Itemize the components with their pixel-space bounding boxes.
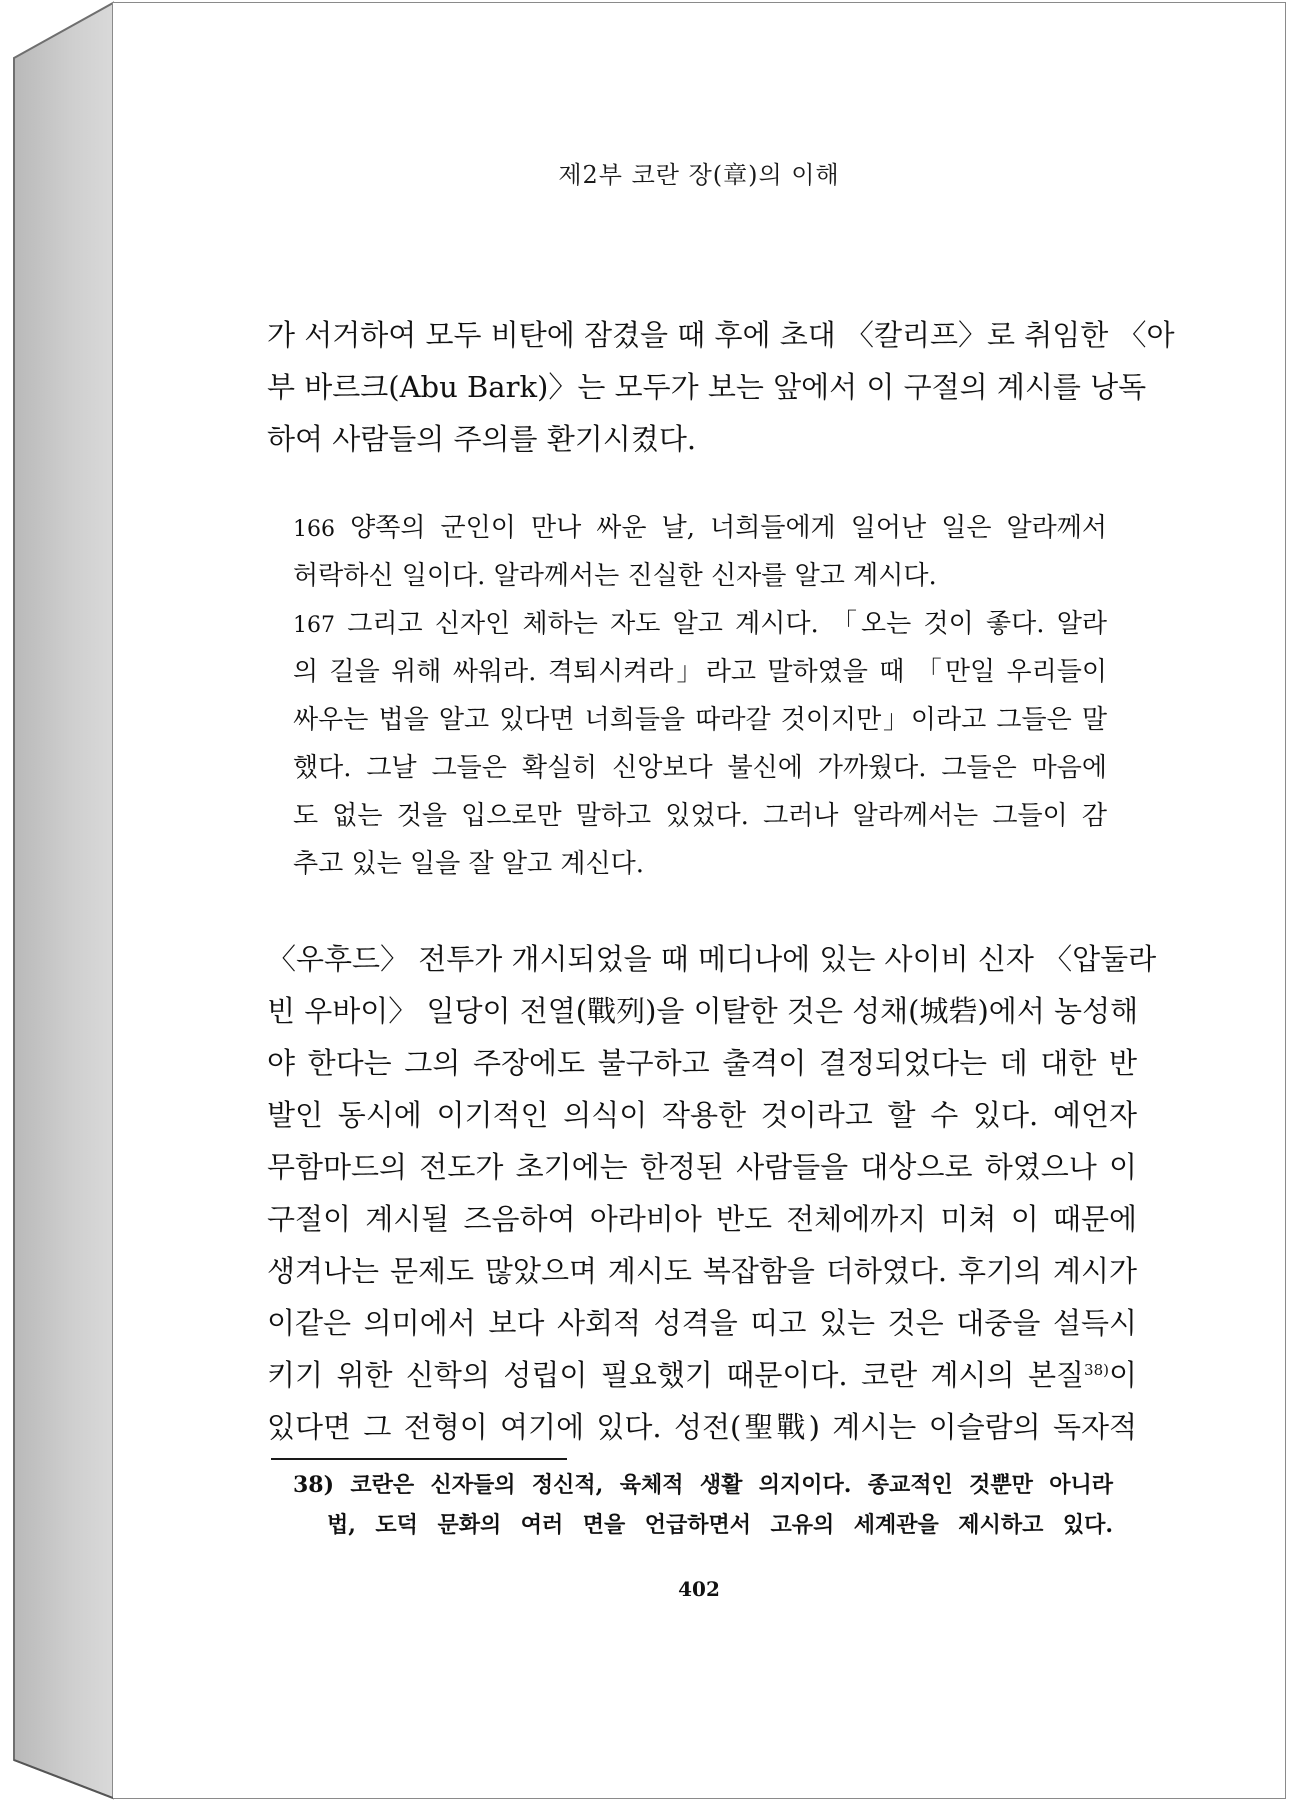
- text-line: 부 바르크(Abu Bark)〉는 모두가 보는 앞에서 이 구절의 계시를 낭독: [267, 370, 1147, 404]
- verse-line: 추고 있는 일을 잘 알고 계신다.: [293, 849, 644, 879]
- paragraph-continuation: [267, 309, 1175, 465]
- footnote-divider: [271, 1458, 567, 1460]
- text-fragment: 이: [1108, 1358, 1137, 1392]
- text-line-with-footnote-ref: [267, 1349, 1137, 1401]
- verse-text: 그리고 신자인 체하는 자도 알고 계시다. 「오는 것이 좋다. 알라: [347, 609, 1108, 639]
- verse-line: 도 없는 것을 입으로만 말하고 있었다. 그러나 알라께서는 그들이 감: [293, 801, 1107, 831]
- paragraph-commentary: [267, 933, 1157, 1453]
- running-head: 제2부 코란 장(章)의 이해: [558, 161, 840, 189]
- verse-line: 허락하신 일이다. 알라께서는 진실한 신자를 알고 계시다.: [293, 561, 937, 591]
- text-line: 하여 사람들의 주의를 환기시켰다.: [267, 422, 697, 456]
- text-line: 가 서거하여 모두 비탄에 잠겼을 때 후에 초대 〈칼리프〉로 취임한 〈아: [267, 318, 1175, 352]
- text-fragment: 키기 위한 신학의 성립이 필요했기 때문이다. 코란 계시의 본질: [267, 1358, 1085, 1392]
- text-line: 야 한다는 그의 주장에도 불구하고 출격이 결정되었다는 데 대한 반: [267, 1046, 1137, 1080]
- text-line: 구절이 계시될 즈음하여 아라비아 반도 전체에까지 미쳐 이 때문에: [267, 1202, 1137, 1236]
- page-number: 402: [678, 1577, 720, 1601]
- verse-line: 의 길을 위해 싸워라. 격퇴시켜라」라고 말하였을 때 「만일 우리들이: [293, 657, 1107, 687]
- verse-text: 양쪽의 군인이 만나 싸운 날, 너희들에게 일어난 일은 알라께서: [350, 513, 1107, 543]
- text-line: 〈우후드〉 전투가 개시되었을 때 메디나에 있는 사이비 신자 〈압둘라: [267, 942, 1157, 976]
- footnote: [293, 1465, 1113, 1545]
- book-page: [113, 3, 1285, 1798]
- verse-line: 싸우는 법을 알고 있다면 너희들을 따라갈 것이지만」이라고 그들은 말: [293, 705, 1107, 735]
- footnote-line: [293, 1465, 1113, 1505]
- text-line: 무함마드의 전도가 초기에는 한정된 사람들을 대상으로 하였으나 이: [267, 1150, 1137, 1184]
- verse-quote-block: [293, 504, 1107, 888]
- footnote-reference[interactable]: 38): [1084, 1361, 1109, 1379]
- text-line: 있다면 그 전형이 여기에 있다. 성전(聖戰) 계시는 이슬람의 독자적: [267, 1410, 1137, 1444]
- verse-line: [293, 504, 1107, 552]
- verse-line: 했다. 그날 그들은 확실히 신앙보다 불신에 가까웠다. 그들은 마음에: [293, 753, 1107, 783]
- verse-number: 166: [293, 517, 335, 542]
- text-line: 생겨나는 문제도 많았으며 계시도 복잡함을 더하였다. 후기의 계시가: [267, 1254, 1137, 1288]
- text-line: 이같은 의미에서 보다 사회적 성격을 띠고 있는 것은 대중을 설득시: [267, 1306, 1137, 1340]
- text-line: 빈 우바이〉 일당이 전열(戰列)을 이탈한 것은 성채(城砦)에서 농성해: [267, 994, 1139, 1028]
- verse-number: 167: [293, 613, 335, 638]
- verse-line: [293, 600, 1107, 648]
- footnote-line: 법, 도덕 문화의 여러 면을 언급하면서 고유의 세계관을 제시하고 있다.: [327, 1512, 1113, 1538]
- footnote-text: 코란은 신자들의 정신적, 육체적 생활 의지이다. 종교적인 것뿐만 아니라: [350, 1472, 1113, 1498]
- footnote-marker: 38): [293, 1472, 335, 1498]
- text-line: 발인 동시에 이기적인 의식이 작용한 것이라고 할 수 있다. 예언자: [267, 1098, 1137, 1132]
- book-side-panel: [14, 3, 113, 1798]
